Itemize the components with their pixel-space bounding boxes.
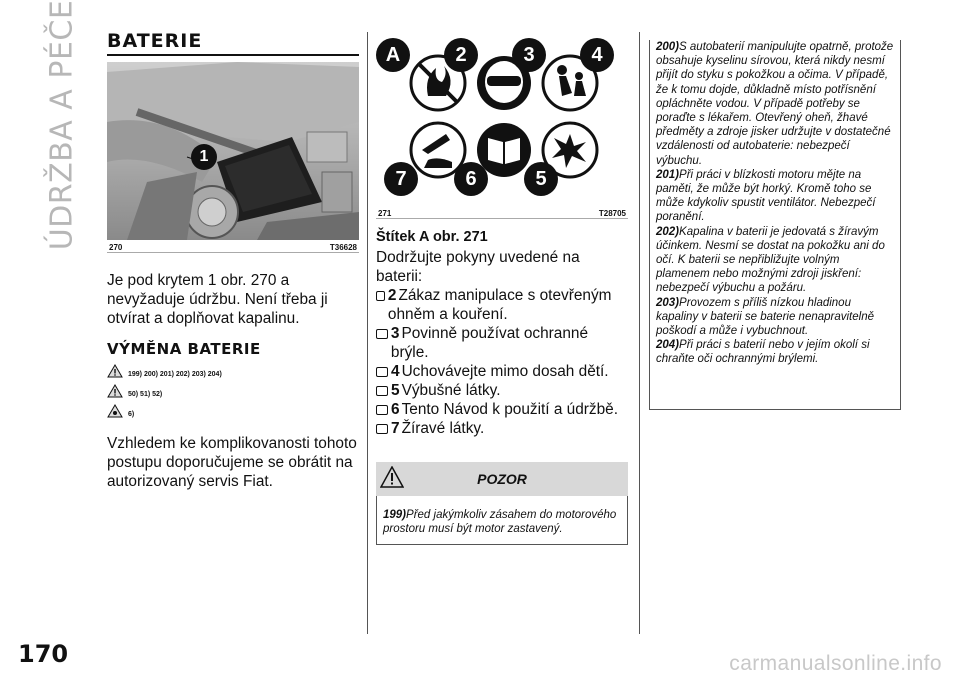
note-text: Při práci s baterií nebo v jejím okolí si chraňte oči ochrannými brýlemi. <box>656 339 870 366</box>
page-number: 170 <box>18 640 69 668</box>
subsection-heading: VÝMĚNA BATERIE <box>107 340 261 358</box>
list-item: 6 Tento Návod k použití a údržbě. <box>376 400 628 419</box>
label-badge-7: 7 <box>384 162 418 196</box>
note-text: Kapalina v baterii je jedovatá s žíravým účinkem. Nesmí se dostat na pokožku ani do očí. K baterii se nepřibližujte volným plamenem nebo možnými zdroji jiskření: nebezpečí výbuchu a požáru. <box>656 225 885 295</box>
checkbox-icon <box>376 291 385 301</box>
list-item: 4 Uchovávejte mimo dosah dětí. <box>376 362 628 381</box>
caution-title: POZOR <box>477 471 527 487</box>
label-heading: Štítek A obr. 271 <box>376 229 488 245</box>
label-badge-2: 2 <box>444 38 478 72</box>
side-section-title <box>42 0 82 251</box>
checkbox-icon <box>376 367 388 377</box>
label-badge-4: 4 <box>580 38 614 72</box>
environment-icon <box>107 404 123 418</box>
column-battery-label <box>376 38 628 545</box>
figure-code: T28705 <box>598 209 626 218</box>
battery-paragraph: Je pod krytem 1 obr. 270 a nevyžaduje údržbu. Není třeba ji otvírat a doplňovat kapalinu. <box>107 272 328 327</box>
watermark: carmanualsonline.info <box>729 652 942 675</box>
note-text: Při práci v blízkosti motoru mějte na paměti, že může být horký. Kromě toho se může kdykoliv spustit ventilátor. Nebezpečí poranění. <box>656 168 876 224</box>
warning-note <box>656 168 894 225</box>
warning-note <box>656 338 894 366</box>
label-intro: Dodržujte pokyny uvedené na baterii: <box>376 249 580 285</box>
checkbox-icon <box>376 386 388 396</box>
note-number: 200) <box>656 41 680 53</box>
caution-header <box>376 462 628 496</box>
warning-note <box>656 40 894 168</box>
label-badge-A: A <box>376 38 410 72</box>
list-item: 2 Zákaz manipulace s otevřeným ohněm a kouření. <box>376 286 628 324</box>
figure-number: 270 <box>109 243 123 252</box>
label-badge-5: 5 <box>524 162 558 196</box>
note-number: 199) <box>383 509 407 521</box>
caution-body <box>376 496 628 545</box>
warning-reference-label: 6) <box>128 411 135 418</box>
note-number: 202) <box>656 225 680 238</box>
figure-number: 271 <box>378 209 392 218</box>
warning-reference-label: 50) 51) 52) <box>128 391 163 398</box>
column-warnings <box>649 40 901 410</box>
note-text: Provozem s příliš nízkou hladinou kapaliny v baterii se baterie nenapravitelně poškodí a může i vybuchnout. <box>656 296 874 338</box>
note-number: 203) <box>656 296 680 309</box>
caution-triangle-icon <box>107 384 123 398</box>
battery-label-pictograms <box>376 38 628 196</box>
note-number: 204) <box>656 339 680 352</box>
callout-number: 1 <box>199 148 209 165</box>
column-divider <box>639 32 640 634</box>
list-item: 7 Žíravé látky. <box>376 419 628 438</box>
list-item: 5 Výbušné látky. <box>376 381 628 400</box>
note-text: S autobaterií manipulujte opatrně, protože obsahuje kyselinu sírovou, která nikdy nesmí přijít do styku s pokožkou a očima. V případě, že k tomu dojde, důkladně místo potřísnění opláchněte vodou. V případě potřeby se poraďte s lékařem. Otevřený oheň, žhavé předměty a zdroje jisker udržujte v dostatečné vzdálenosti od autobaterie: nebezpečí výbuchu. <box>656 41 894 167</box>
label-badge-6: 6 <box>454 162 488 196</box>
figure-code: T36628 <box>329 243 357 252</box>
service-paragraph: Vzhledem ke komplikovanosti tohoto postupu doporučujeme se obrátit na autorizovaný servis Fiat. <box>107 435 357 490</box>
warning-reference-label: 199) 200) 201) 202) 203) 204) <box>128 371 222 378</box>
warning-triangle-icon <box>380 466 404 488</box>
callout-badge <box>191 144 217 170</box>
warning-note <box>656 296 894 339</box>
warning-note <box>656 225 894 296</box>
label-badge-3: 3 <box>512 38 546 72</box>
warning-reference <box>107 364 359 378</box>
note-number: 201) <box>656 168 680 181</box>
checkbox-icon <box>376 424 388 434</box>
column-battery <box>107 30 359 491</box>
figure-caption <box>376 206 628 219</box>
warning-reference <box>107 384 359 398</box>
warning-triangle-icon <box>107 364 123 378</box>
section-heading: BATERIE <box>107 30 359 56</box>
note-text: Před jakýmkoliv zásahem do motorového prostoru musí být motor zastavený. <box>383 509 617 535</box>
warning-reference <box>107 404 359 418</box>
figure-caption <box>107 240 359 253</box>
side-section-title-text: ÚDRŽBA A PÉČE <box>44 0 80 251</box>
checkbox-icon <box>376 329 388 339</box>
list-item: 3 Povinně používat ochranné brýle. <box>376 324 628 362</box>
checkbox-icon <box>376 405 388 415</box>
column-divider <box>367 32 368 634</box>
battery-photo <box>107 62 359 240</box>
